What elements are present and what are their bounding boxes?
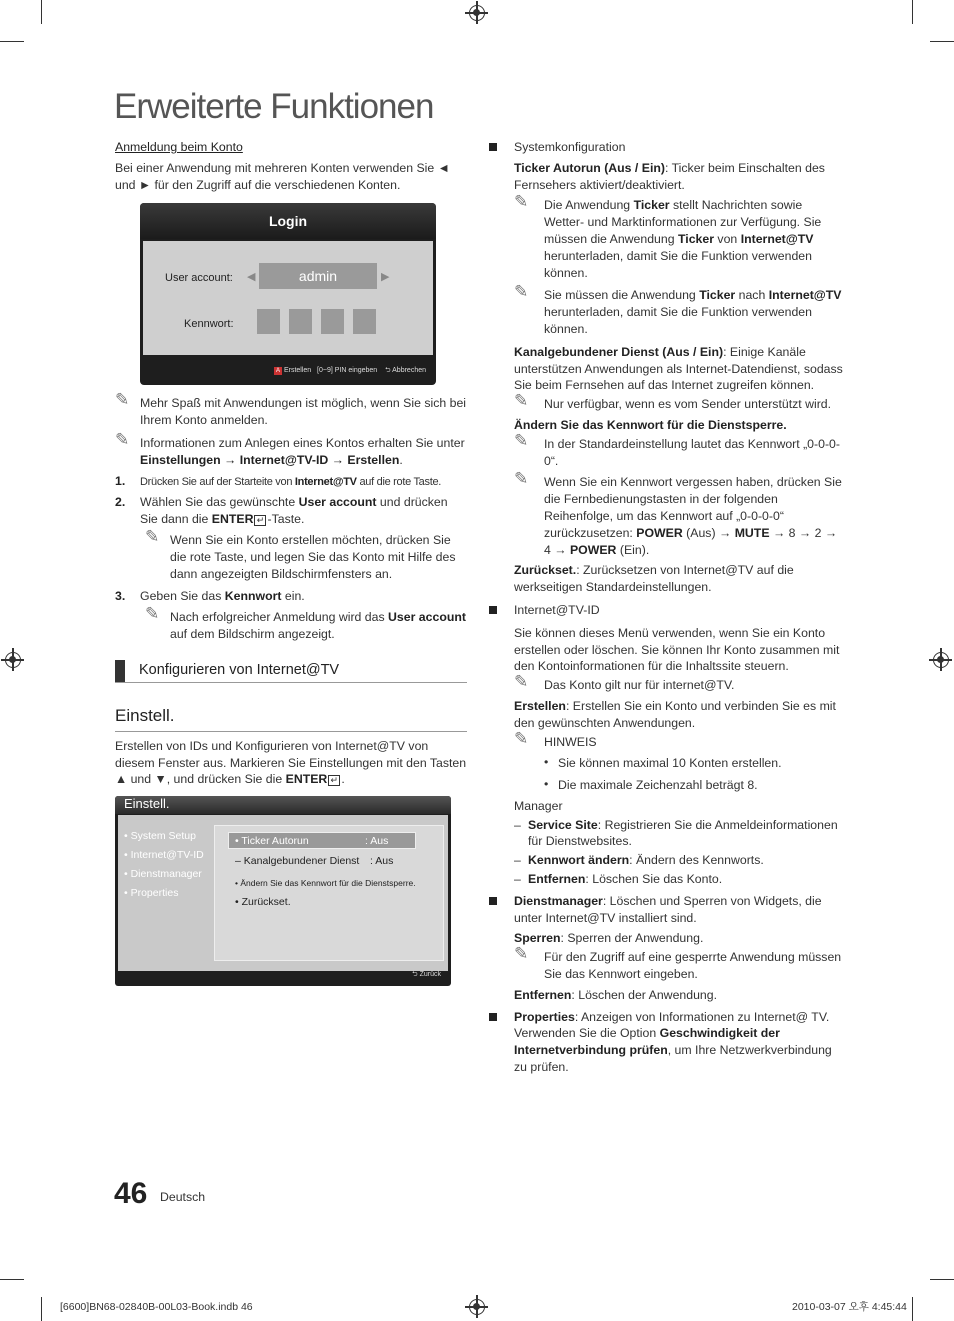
login-screen <box>140 203 436 385</box>
section-internet-tv-id: Internet@TV-ID <box>488 602 843 619</box>
note: ✎ HINWEIS <box>514 728 597 749</box>
menu-item-properties[interactable]: • Properties <box>124 887 179 900</box>
paragraph: Ändern Sie das Kennwort für die Dienstsperre. <box>514 417 787 432</box>
pin-box[interactable] <box>257 309 280 334</box>
crop-mark <box>41 0 42 24</box>
page-language: Deutsch <box>160 1190 206 1204</box>
pencil-icon: ✎ <box>145 526 160 546</box>
pencil-icon: ✎ <box>514 430 529 450</box>
menu-item-internet-tv-id[interactable]: • Internet@TV-ID <box>124 849 204 862</box>
section-heading: Konfigurieren von Internet@TV <box>115 661 467 683</box>
right-column <box>488 139 843 1076</box>
arrow-left-icon[interactable]: ◀ <box>247 271 256 284</box>
list-item: – Entfernen: Löschen Sie das Konto. <box>514 872 723 887</box>
arrow-right-icon[interactable]: ▶ <box>381 271 390 284</box>
note: ✎ Die Anwendung Ticker stellt Nachrichten sowie Wetter- und Marktinformationen zur Verfügung. Sie müssen die Anwendung Ticker von Internet@TV herunterladen, damit Sie die Funktion verwenden können. <box>514 192 822 280</box>
crop-mark <box>0 41 24 42</box>
menu-item-system-setup[interactable]: • System Setup <box>124 830 196 843</box>
password-label: Kennwort: <box>184 318 234 331</box>
pencil-icon: ✎ <box>514 282 529 302</box>
note: ✎ In der Standardeinstellung lautet das Kennwort „0-0-0-0“. <box>514 430 840 468</box>
submenu-zuruckset[interactable]: • Zurückset. <box>235 896 291 909</box>
login-heading: Anmeldung beim Konto <box>115 140 243 154</box>
pencil-icon: ✎ <box>514 469 529 489</box>
pin-box[interactable] <box>353 309 376 334</box>
pencil-icon: ✎ <box>514 728 529 748</box>
crop-mark <box>930 1279 954 1280</box>
step-1: 1. Drücken Sie auf der Starteite von Internet@TV auf die rote Taste. <box>115 473 442 488</box>
print-footer-right: 2010-03-07 오후 4:45:44 <box>792 1301 907 1313</box>
note: ✎ Nur verfügbar, wenn es vom Sender unterstützt wird. <box>514 391 832 412</box>
pencil-icon: ✎ <box>514 391 529 411</box>
list-item: – Service Site: Registrieren Sie die Anmeldeinformationen für Dienstwebsites. <box>514 817 838 849</box>
page-number: 46 <box>114 1177 148 1210</box>
crop-mark <box>0 1279 24 1280</box>
login-screen-title: Login <box>140 203 436 239</box>
paragraph: Manager <box>514 798 563 813</box>
registration-mark-icon <box>933 652 949 668</box>
crop-mark <box>912 0 913 24</box>
return-icon: ⮌ <box>384 367 391 375</box>
pencil-icon: ✎ <box>115 429 130 449</box>
step-2: 2. Wählen Sie das gewünschte User account und drücken Sie dann die ENTER ↵ -Taste. <box>115 495 448 527</box>
print-footer-left: [6600]BN68-02840B-00L03-Book.indb 46 <box>60 1301 253 1313</box>
note: ✎ Mehr Spaß mit Anwendungen ist möglich, wenn Sie sich bei Ihrem Konto anmelden. <box>115 390 467 428</box>
section-marker <box>115 660 125 682</box>
note: ✎ Das Konto gilt nur für internet@TV. <box>514 672 735 693</box>
left-column <box>115 139 467 986</box>
pencil-icon: ✎ <box>115 390 130 410</box>
submenu-ticker-autorun[interactable]: • Ticker Autorun <box>235 835 309 848</box>
submenu-kanal-value: : Aus <box>370 855 394 868</box>
settings-submenu <box>214 825 444 961</box>
footer-cancel[interactable]: Abbrechen <box>392 367 426 375</box>
enter-key-icon: ↵ <box>254 515 266 526</box>
user-account-label: User account: <box>165 272 233 285</box>
square-bullet-icon <box>489 1013 497 1021</box>
pin-box[interactable] <box>289 309 312 334</box>
crop-mark <box>41 1297 42 1321</box>
einstell-text: Erstellen von IDs und Konfigurieren von Internet@TV von diesem Fenster aus. Markieren Sie Einstellungen mit den Tasten ▲ und ▼, und drücken Sie die ENTER ↵ . <box>115 738 467 787</box>
login-screen-body <box>143 241 433 355</box>
section-dienstmanager: Dienstmanager: Löschen und Sperren von Widgets, die unter Internet@TV installiert sind. <box>488 893 843 927</box>
submenu-ticker-value: : Aus <box>365 835 389 848</box>
pin-box[interactable] <box>321 309 344 334</box>
paragraph: Sie können dieses Menü verwenden, wenn Sie ein Konto erstellen oder löschen. Sie können Ihr Konto zusammen mit den Kontoinformationen für die Inhaltssite steuern. <box>514 625 840 674</box>
login-intro: Bei einer Anwendung mit mehreren Konten verwenden Sie ◄ und ► für den Zugriff auf die verschiedenen Konten. <box>115 160 450 192</box>
page-title: Erweiterte Funktionen <box>114 87 434 126</box>
menu-item-dienstmanager[interactable]: • Dienstmanager <box>124 868 202 881</box>
crop-mark <box>912 1297 913 1321</box>
square-bullet-icon <box>489 143 497 151</box>
return-icon: ⮌ <box>412 971 418 979</box>
list-item: • Sie können maximal 10 Konten erstellen. <box>544 755 782 771</box>
crop-mark <box>930 41 954 42</box>
sub-heading: Einstell. <box>115 705 467 732</box>
settings-screen-footer <box>412 967 441 984</box>
list-item: • Die maximale Zeichenzahl beträgt 8. <box>544 777 758 793</box>
footer-pin: [0~9] PIN eingeben <box>317 367 378 375</box>
registration-mark-icon <box>469 1299 485 1315</box>
paragraph: Entfernen: Löschen der Anwendung. <box>514 987 718 1002</box>
note: ✎ Für den Zugriff auf eine gesperrte Anwendung müssen Sie das Kennwort eingeben. <box>514 944 842 982</box>
settings-screen-title: Einstell. <box>115 796 451 814</box>
pencil-icon: ✎ <box>145 604 160 624</box>
note: ✎ Wenn Sie ein Kennwort vergessen haben, drücken Sie die Fernbedienungstasten in der folgenden Reihenfolge, um das Kennwort auf „0-0-0-0“ zurückzusetzen: POWER (Aus) → MUTE → 8 → 2 → 4 → POWER (Ein). <box>514 469 842 557</box>
footer-create[interactable]: Erstellen <box>283 367 312 375</box>
pencil-icon: ✎ <box>514 192 529 212</box>
settings-screen-body <box>118 815 448 971</box>
registration-mark-icon <box>469 5 485 21</box>
pencil-icon: ✎ <box>514 672 529 692</box>
footer-back[interactable]: Zurück <box>419 971 441 979</box>
section-systemkonfiguration: Systemkonfiguration <box>488 139 843 156</box>
enter-key-icon: ↵ <box>328 775 340 786</box>
paragraph: Zurückset.: Zurücksetzen von Internet@TV auf die werkseitigen Standardeinstellungen. <box>514 563 794 595</box>
paragraph: Ticker Autorun (Aus / Ein): Ticker beim Einschalten des Fernsehers aktiviert/deaktiviert. <box>514 160 825 192</box>
submenu-kennwort[interactable]: • Ändern Sie das Kennwort für die Dienstsperre. <box>235 878 416 889</box>
red-key-icon: A <box>276 367 281 374</box>
paragraph: Kanalgebundener Dienst (Aus / Ein): Einige Kanäle unterstützen Anwendungen als Internet-Datendienst, sodass Sie beim Fernsehen auf das Internet zugreifen können. <box>514 344 843 393</box>
square-bullet-icon <box>489 897 497 905</box>
paragraph: Erstellen: Erstellen Sie ein Konto und verbinden Sie es mit den gewünschten Anwendungen. <box>514 698 836 730</box>
submenu-kanalgebundener[interactable]: – Kanalgebundener Dienst <box>235 855 360 868</box>
square-bullet-icon <box>489 606 497 614</box>
note: ✎ Nach erfolgreicher Anmeldung wird das User account auf dem Bildschirm angezeigt. <box>145 604 466 641</box>
note: ✎ Informationen zum Anlegen eines Kontos erhalten Sie unter Einstellungen → Internet@TV-ID → Erstellen. <box>115 429 465 467</box>
login-screen-footer <box>140 357 436 385</box>
list-item: – Kennwort ändern: Ändern des Kennworts. <box>514 853 764 868</box>
user-account-field[interactable]: admin <box>259 263 377 289</box>
settings-screen <box>115 796 451 986</box>
note: ✎ Wenn Sie ein Konto erstellen möchten, drücken Sie die rote Taste, und legen Sie das Konto mit Hilfe des dann angezeigten Bildschirmfensters an. <box>145 526 456 581</box>
step-3: 3. Geben Sie das Kennwort ein. <box>115 589 305 604</box>
section-properties: Properties: Anzeigen von Informationen zu Internet@ TV. Verwenden Sie die Option Geschwindigkeit der Internetverbindung prüfen, um Ihre Netzwerkverbindung zu prüfen. <box>488 1009 843 1076</box>
pencil-icon: ✎ <box>514 944 529 964</box>
registration-mark-icon <box>5 652 21 668</box>
note: ✎ Sie müssen die Anwendung Ticker nach Internet@TV herunterladen, damit Sie die Funktion verwenden können. <box>514 282 842 336</box>
paragraph: Sperren: Sperren der Anwendung. <box>514 931 704 946</box>
